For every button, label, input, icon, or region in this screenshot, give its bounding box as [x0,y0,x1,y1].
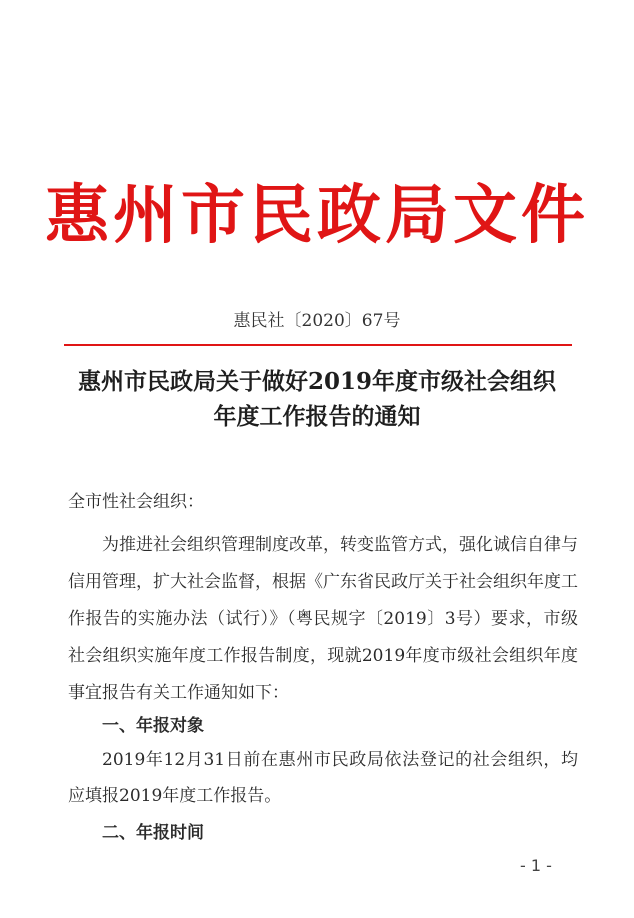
document-number: 惠民社〔2020〕67号 [233,311,401,331]
title-line-1: 惠州市民政局关于做好2019年度市级社会组织 [77,368,556,395]
section-1-heading: 一、年报对象 [102,716,204,736]
section-1-text: 2019年12月31日前在惠州市民政局依法登记的社会组织，均应填报2019年度工作报告。 [68,750,578,806]
masthead-title: 惠州市民政局文件 [45,178,589,253]
salutation: 全市性社会组织： [68,492,204,512]
intro-paragraph: 为推进社会组织管理制度改革，转变监管方式，强化诚信自律与信用管理，扩大社会监督，根据《广东省民政厅关于社会组织年度工作报告的实施办法（试行）》（粤民规字〔2019〕3号）要求，市级社会组织实施年度工作报告制度，现就2019年度市级社会组织年度事宜报告有关工作通知如下： [68,535,578,703]
title-line-2: 年度工作报告的通知 [213,403,421,430]
red-divider-line [64,344,572,346]
document-title [40,364,594,434]
section-2-heading: 二、年报时间 [102,823,204,843]
page-number: - 1 - [520,856,552,875]
